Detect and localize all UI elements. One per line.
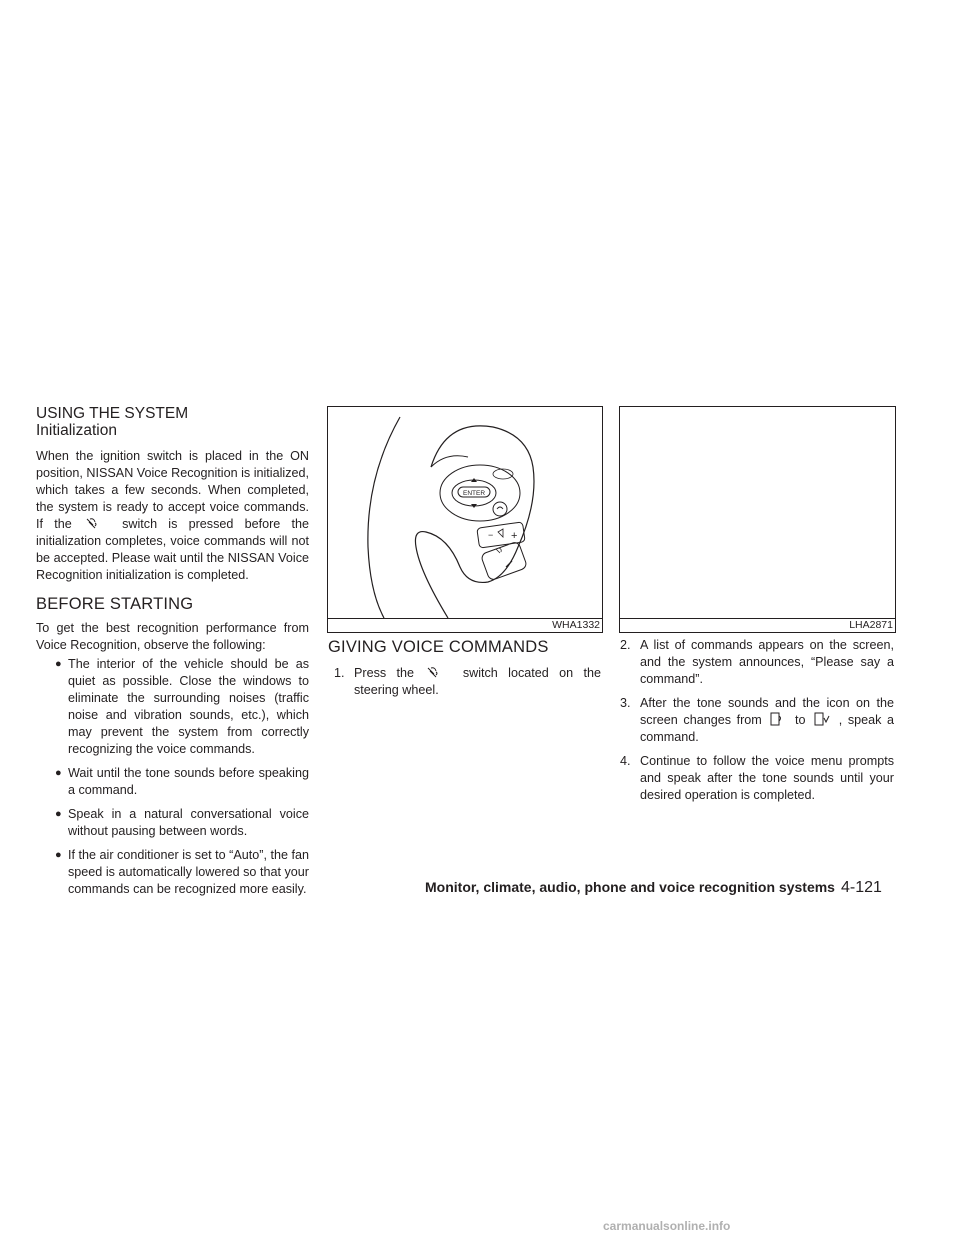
left-column <box>36 405 309 905</box>
before-starting-intro: To get the best recognition performance from Voice Recognition, observe the following: <box>36 621 309 652</box>
page-number: 4-121 <box>840 879 882 896</box>
middle-column <box>328 638 601 706</box>
voice-talk-switch-icon <box>424 665 452 679</box>
initialization-paragraph: When the ignition switch is placed in the ON position, NISSAN Voice Recognition is initialized, which takes a few seconds. When completed, the system is ready to accept voice commands. If the switch is pressed before the initialization completes, voice commands will not be accepted. Please wait until the NISSAN Voice Recognition initialization is completed. <box>36 449 310 582</box>
right-column <box>620 637 894 811</box>
list-item: 2. A list of commands appears on the screen, and the system announces, “Please say a command”. <box>620 638 894 686</box>
steering-wheel-figure <box>327 406 603 633</box>
bullet-dot-icon: ● <box>55 849 62 861</box>
giving-voice-commands-heading: GIVING VOICE COMMANDS <box>328 638 549 656</box>
list-item: ● The interior of the vehicle should be as quiet as possible. Close the windows to eliminate the surrounding noises (traffic noise and vibration sounds, etc.), which may prevent the system from correctly recognizing the voice commands. <box>55 657 309 756</box>
list-item: ● Speak in a natural conversational voice without pausing between words. <box>55 807 309 838</box>
page-footer <box>425 879 882 897</box>
footer-section-title: Monitor, climate, audio, phone and voice recognition systems <box>425 879 835 895</box>
bullet-dot-icon: ● <box>55 808 62 820</box>
enter-label: ENTER <box>462 490 486 497</box>
bullet-dot-icon: ● <box>55 658 62 670</box>
list-item: 1. Press the switch located on the steering wheel. <box>334 666 602 697</box>
screen-figure <box>619 406 896 633</box>
screen-listening-icon <box>767 712 789 726</box>
screen-speak-icon <box>811 712 833 726</box>
voice-talk-switch-icon <box>83 516 111 530</box>
section-heading: USING THE SYSTEM <box>36 405 189 422</box>
bullet-dot-icon: ● <box>55 767 62 779</box>
steering-wheel-illustration <box>328 407 602 618</box>
before-starting-heading: BEFORE STARTING <box>36 595 194 613</box>
list-item: 4. Continue to follow the voice menu prompts and speak after the tone sounds until your desired operation is completed. <box>620 754 894 802</box>
list-item: ● Wait until the tone sounds before speaking a command. <box>55 766 309 797</box>
figure-id: WHA1332 <box>552 619 600 631</box>
svg-text:−: − <box>488 530 494 540</box>
svg-text:+: + <box>511 530 518 542</box>
figure-id: LHA2871 <box>849 619 893 631</box>
list-item: ● If the air conditioner is set to “Auto”, the fan speed is automatically lowered so that your commands can be recognized more easily. <box>55 848 309 896</box>
watermark: carmanualsonline.info <box>603 1219 731 1233</box>
subsection-heading: Initialization <box>36 422 117 439</box>
list-item: 3. After the tone sounds and the icon on the screen changes from to , speak a command. <box>620 696 895 744</box>
